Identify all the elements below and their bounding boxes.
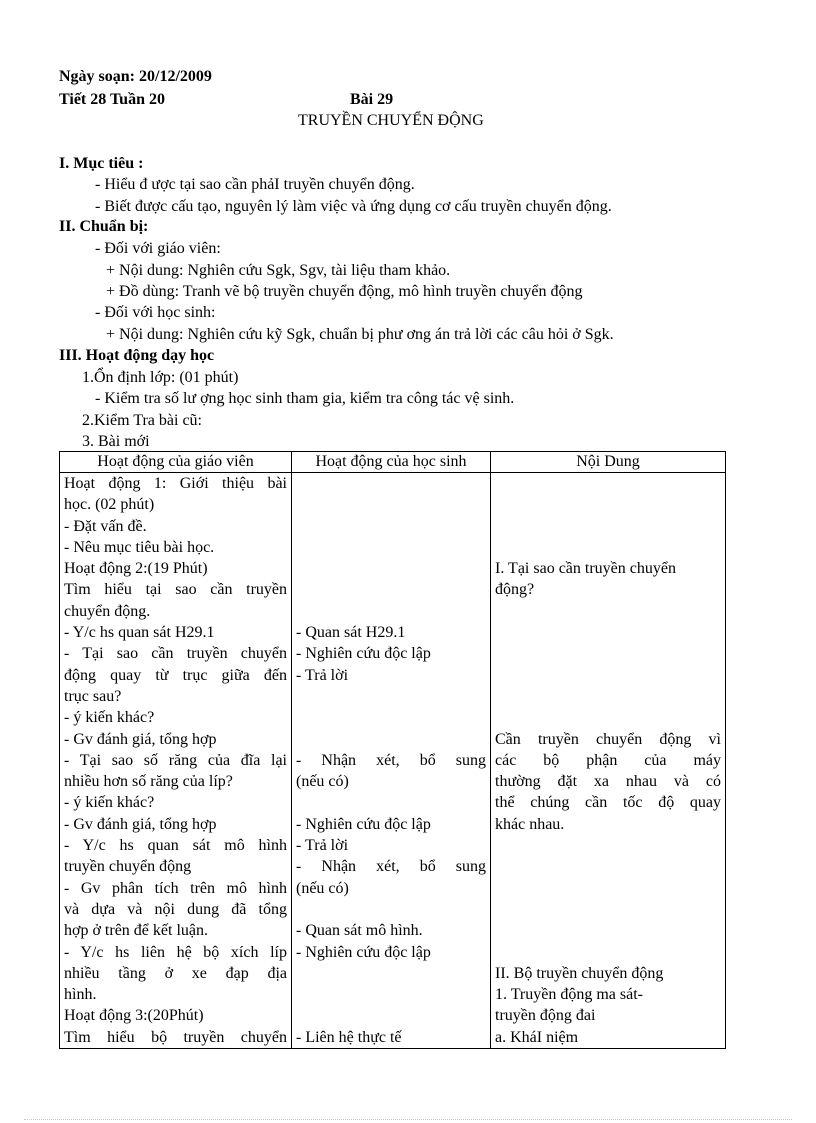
teacher-cell-line: hợp ở trên để kết luận. — [64, 922, 208, 940]
teacher-cell-line: - Gv phân tích trên mô hình — [64, 879, 287, 897]
content-cell-line — [495, 537, 721, 558]
content-cell-line — [495, 920, 721, 941]
student-cell-line — [296, 516, 486, 537]
teacher-cell-line: - Y/c hs liên hệ bộ xích líp — [64, 943, 287, 961]
teacher-cell-line: Hoạt động 2:(19 Phút) — [64, 560, 208, 578]
date-line: Ngày soạn: 20/12/2009 — [59, 68, 212, 85]
teacher-cell-line: chuyển động. — [64, 602, 151, 620]
teacher-cell-line: nhiều hơn số răng của líp? — [64, 773, 233, 791]
activities-heading: III. Hoạt động dạy học — [59, 347, 215, 364]
student-cell-line: - Nghiên cứu độc lập — [296, 815, 431, 833]
table-row — [60, 473, 726, 1049]
student-cell-line — [296, 558, 486, 579]
objective-item: - Biết được cấu tạo, nguyên lý làm việc và ứng dụng cơ cấu truyền chuyển động. — [95, 198, 612, 215]
content-cell-line: các bộ phận của máy — [495, 751, 721, 769]
teacher-cell-line: Hoạt động 1: Giới thiệu bài — [64, 475, 287, 492]
student-cell-line — [296, 494, 486, 515]
teacher-cell-line: - Nêu mục tiêu bài học. — [64, 538, 215, 556]
student-cell-line — [296, 899, 486, 920]
activity-item: 2.Kiểm Tra bài cũ: — [82, 412, 202, 429]
activity-item: 3. Bài mới — [82, 433, 150, 450]
student-cell-line: - Trả lời — [296, 666, 349, 684]
content-cell-line: truyền động đai — [495, 1007, 596, 1025]
activity-item: - Kiểm tra số lư ợng học sinh tham gia, kiểm tra công tác vệ sinh. — [95, 390, 515, 407]
teacher-cell-line: trục sau? — [64, 687, 122, 705]
content-cell-line — [495, 899, 721, 920]
teacher-cell-line: và dựa và nội dung đã tổng — [64, 900, 287, 918]
teacher-cell-line: - Y/c hs quan sát H29.1 — [64, 624, 215, 642]
teacher-cell-line: - Tại sao số răng của đĩa lại — [64, 751, 287, 769]
student-cell-line — [296, 537, 486, 558]
teacher-cell-line: Hoạt động 3:(20Phút) — [64, 1007, 204, 1025]
teacher-cell-line: hình. — [64, 986, 97, 1004]
student-cell-line: - Trả lời — [296, 837, 349, 855]
content-cell-line — [495, 622, 721, 643]
content-cell-line — [495, 473, 721, 494]
preparation-item: + Nội dung: Nghiên cứu Sgk, Sgv, tài liệu tham khảo. — [106, 262, 451, 279]
teacher-cell-line: nhiều tầng ở xe đạp địa — [64, 964, 287, 982]
student-cell-line — [296, 473, 486, 494]
header-student: Hoạt động của học sinh — [292, 452, 491, 473]
page-footer-divider — [24, 1119, 792, 1120]
student-cell-line: - Quan sát mô hình. — [296, 922, 423, 940]
teacher-cell-line: - Gv đánh giá, tổng hợp — [64, 815, 217, 833]
preparation-heading: II. Chuẩn bị: — [59, 218, 149, 235]
objective-item: - Hiểu đ ược tại sao cần phảI truyền chuyển động. — [95, 176, 415, 193]
teacher-cell-line: Tìm hiểu bộ truyền chuyển — [64, 1028, 287, 1046]
content-cell-line: a. KháI niệm — [495, 1028, 579, 1046]
student-cell-line: - Nghiên cứu độc lập — [296, 645, 431, 663]
teacher-cell-line: truyền chuyển động — [64, 858, 192, 876]
teacher-cell-line: Tìm hiểu tại sao cần truyền — [64, 581, 287, 599]
student-cell-line — [296, 792, 486, 813]
content-column — [491, 473, 726, 1049]
student-column — [292, 473, 491, 1049]
content-cell-line — [495, 686, 721, 707]
student-cell-line — [296, 1005, 486, 1026]
content-cell-line: I. Tại sao cần truyền chuyển — [495, 560, 676, 578]
teacher-column — [60, 473, 292, 1049]
teacher-cell-line: - ý kiến khác? — [64, 709, 155, 727]
student-cell-line: - Liên hệ thực tế — [296, 1028, 402, 1046]
teacher-cell-line: học. (02 phút) — [64, 496, 155, 514]
content-cell-line: khác nhau. — [495, 815, 565, 833]
lesson-table — [59, 451, 726, 1049]
content-cell-line — [495, 878, 721, 899]
preparation-item: - Đối với giáo viên: — [95, 240, 221, 257]
header-teacher: Hoạt động của giáo viên — [60, 452, 292, 473]
teacher-cell-line: - Đặt vấn đề. — [64, 517, 147, 535]
content-cell-line: II. Bộ truyền chuyển động — [495, 964, 664, 982]
student-cell-line: (nếu có) — [296, 879, 349, 897]
content-cell-line — [495, 942, 721, 963]
student-cell-line: - Quan sát H29.1 — [296, 624, 406, 642]
preparation-item: - Đối với học sinh: — [95, 304, 216, 321]
student-cell-line: - Nhận xét, bổ sung — [296, 751, 486, 769]
student-cell-line — [296, 963, 486, 984]
content-cell-line: Cần truyền chuyển động vì — [495, 730, 721, 748]
content-cell-line — [495, 665, 721, 686]
header-content: Nội Dung — [491, 452, 726, 473]
content-cell-line: động? — [495, 581, 535, 599]
teacher-cell-line: - Gv đánh giá, tổng hợp — [64, 730, 217, 748]
student-cell-line — [296, 601, 486, 622]
table-header-row — [60, 452, 726, 473]
content-cell-line — [495, 707, 721, 728]
preparation-item: + Nội dung: Nghiên cứu kỹ Sgk, chuẩn bị phư ơng án trả lời các câu hỏi ở Sgk. — [106, 326, 614, 343]
student-cell-line — [296, 707, 486, 728]
teacher-cell-line: - Tại sao cần truyền chuyển — [64, 645, 287, 663]
lesson-number: Bài 29 — [350, 91, 394, 108]
content-cell-line: 1. Truyền động ma sát- — [495, 986, 643, 1004]
content-cell-line — [495, 856, 721, 877]
preparation-item: + Đồ dùng: Tranh vẽ bộ truyền chuyển động, mô hình truyền chuyển động — [106, 283, 583, 300]
student-cell-line — [296, 729, 486, 750]
student-cell-line — [296, 984, 486, 1005]
student-cell-line — [296, 579, 486, 600]
teacher-cell-line: - Y/c hs quan sát mô hình — [64, 837, 287, 855]
teacher-cell-line: - ý kiến khác? — [64, 794, 155, 812]
student-cell-line: (nếu có) — [296, 773, 349, 791]
period-line: Tiết 28 Tuần 20 — [59, 91, 165, 108]
activity-item: 1.Ổn định lớp: (01 phút) — [82, 369, 239, 386]
student-cell-line: - Nhận xét, bổ sung — [296, 858, 486, 876]
content-cell-line — [495, 516, 721, 537]
content-cell-line — [495, 494, 721, 515]
student-cell-line: - Nghiên cứu độc lập — [296, 943, 431, 961]
content-cell-line: thể chúng cần tốc độ quay — [495, 794, 721, 812]
content-cell-line — [495, 835, 721, 856]
content-cell-line: thường đặt xa nhau và có — [495, 773, 721, 791]
content-cell-line — [495, 601, 721, 622]
student-cell-line — [296, 686, 486, 707]
objectives-heading: I. Mục tiêu : — [59, 155, 144, 172]
lesson-title: TRUYỀN CHUYỂN ĐỘNG — [298, 112, 484, 129]
content-cell-line — [495, 643, 721, 664]
teacher-cell-line: động quay từ trục giữa đến — [64, 666, 287, 684]
